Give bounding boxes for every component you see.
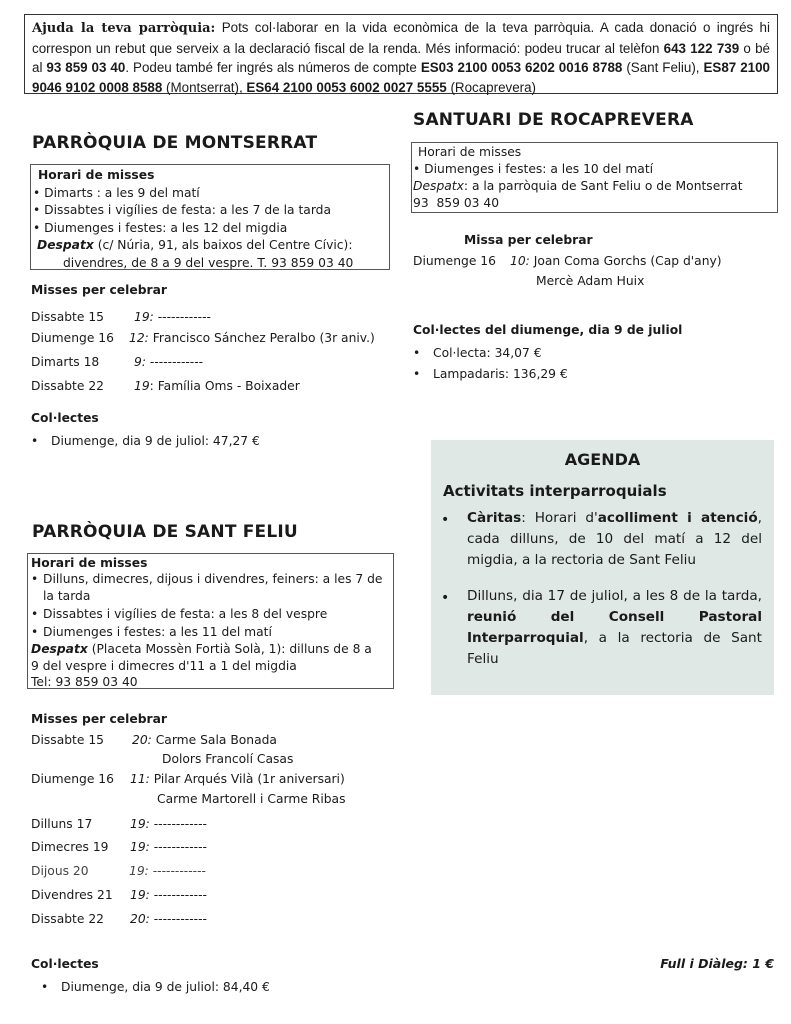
bullet-icon: • [413,346,421,360]
bullet-icon: • [441,590,450,606]
mass-intent: Pilar Arqués Vilà (1r aniversari) [149,772,345,786]
santfeliu-schedule-box [27,553,394,689]
office-phone: 93 859 03 40 [413,196,500,210]
mass-intent: ------------ [149,888,207,902]
iban-label: (Sant Feliu), [622,60,704,75]
mass-row [31,331,375,345]
mass-time: 19: [130,888,150,902]
mass-row [31,772,345,786]
agenda-subtitle: Activitats interparroquials [443,482,667,500]
banner-text: o bé al [32,40,770,75]
mass-row [31,355,203,369]
banner-phone-1: 643 122 739 [663,40,740,56]
mass-row [31,817,207,831]
agenda-panel [431,440,774,695]
mass-time: 9: [134,355,146,369]
bullet-icon: • [441,512,450,528]
mass-day: Dijous 20 [31,864,89,878]
mass-time: 19 [134,379,150,393]
mass-day: Dissabte 15 [31,733,104,747]
office-text: (Placeta Mossèn Fortià Solà, 1): dilluns de 8 a [87,642,372,657]
schedule-item: • Diumenges i festes: a les 12 del migdia [33,220,288,235]
schedule-item [31,624,390,640]
mass-row [31,379,300,393]
montserrat-schedule-box [30,164,390,270]
agenda-text: : Horari d' [521,510,598,526]
office-hours: 9 del vespre i dimecres d'11 a 1 del migdia [31,658,297,673]
schedule-title: Horari de misses [31,556,148,570]
collection-text: Lampadaris: 136,29 € [433,367,568,381]
schedule-text: Dissabtes i vigílies de festa: a les 8 del vespre [43,606,328,621]
mass-time: 20: [132,733,152,747]
mass-intent: Joan Coma Gorchs (Cap d'any) [529,254,722,268]
office-label: Despatx [413,179,464,193]
mass-row [31,840,207,854]
bullet-icon: • [41,980,49,994]
mass-row [31,888,207,902]
rocaprevera-title: SANTUARI DE ROCAPREVERA [413,110,694,130]
office-info [413,178,776,195]
collection-item [413,346,542,360]
banner-text: . Podeu també fer ingrés als números de compte [125,60,421,75]
office-phone: Tel: 93 859 03 40 [31,675,138,690]
schedule-item [31,606,390,622]
mass-time: 20: [130,912,150,926]
schedule-item: • Diumenges i festes: a les 10 del matí [413,162,654,176]
banner-text: Pots col·laborar en la vida econòmica de la teva parròquia. A cada donació o ingrés hi correspon un rebut que serveix a la declaració fiscal de la renda. Més informació: podeu trucar al telèfon [32,20,770,56]
mass-time: 19: [130,840,150,854]
santfeliu-collections-title: Col·lectes [31,957,99,971]
collection-text: Diumenge, dia 9 de juliol: 84,40 € [61,980,270,994]
agenda-item-consell [467,586,762,670]
mass-intent: ------------ [149,912,207,926]
agenda-item-caritas [467,508,762,571]
iban-label: (Montserrat), [162,79,247,95]
schedule-text: Dilluns, dimecres, dijous i divendres, feiners: a les 7 de [43,572,383,587]
price-note: Full i Diàleg: 1 € [660,956,774,971]
agenda-bold: reunió del Consell Pastoral Interparroquial [467,609,762,646]
office-label: Despatx [31,642,88,657]
rocaprevera-masses-title: Missa per celebrar [464,233,593,247]
office-hours: divendres, de 8 a 9 del vespre. T. 93 859 03 40 [63,255,354,270]
office-info [37,237,383,255]
donation-banner [24,14,778,94]
montserrat-title: PARRÒQUIA DE MONTSERRAT [32,133,318,153]
mass-intent-continued: Dolors Francolí Casas [162,752,294,766]
mass-time: 10: [510,254,530,268]
collection-text: Diumenge, dia 9 de juliol: 47,27 € [51,434,260,448]
mass-day: Divendres 21 [31,888,113,902]
mass-day: Diumenge 16 [413,254,496,268]
mass-intent: ------------ [153,310,211,324]
agenda-bold: Càritas [467,510,522,526]
mass-day: Dissabte 22 [31,379,104,393]
iban-sant-feliu: ES03 2100 0053 6202 0016 8788 [420,60,623,75]
rocaprevera-collections-title: Col·lectes del diumenge, dia 9 de juliol [413,323,683,337]
collection-item [41,980,270,994]
mass-time: 19: [134,310,154,324]
office-text: : a la parròquia de Sant Feliu o de Montserrat [463,179,743,193]
collection-text: Col·lecta: 34,07 € [433,346,542,360]
mass-day: Diumenge 16 [31,772,114,786]
banner-phone-2: 93 859 03 40 [46,60,126,75]
mass-intent: ------------ [149,817,207,831]
mass-row [31,733,277,747]
bullet-icon: • [31,572,39,587]
agenda-bold: acolliment i atenció [597,510,758,526]
mass-time: 11: [130,772,150,786]
mass-row [31,912,207,926]
office-label: Despatx [37,238,94,252]
mass-time: 19: [130,817,150,831]
mass-intent: Carme Sala Bonada [151,733,277,747]
montserrat-collections-title: Col·lectes [31,411,99,425]
mass-day: Diumenge 16 [31,331,114,345]
rocaprevera-schedule-box [411,142,778,213]
mass-intent-continued: Mercè Adam Huix [536,274,645,288]
agenda-text: , cada dilluns, de 10 del matí a 12 del migdia, a la rectoria de Sant Feliu [467,510,762,568]
mass-time: 12: [129,331,149,345]
agenda-text: Dilluns, dia 17 de juliol, a les 8 de la tarda, [467,588,762,604]
mass-intent: : Família Oms - Boixader [149,379,300,393]
schedule-title: Horari de misses [418,145,522,159]
schedule-item-continued: la tarda [43,588,91,603]
montserrat-masses-title: Misses per celebrar [31,283,167,297]
banner-lead: Ajuda la teva parròquia: [32,21,216,36]
schedule-title: Horari de misses [38,168,155,182]
schedule-item: • Dissabtes i vigílies de festa: a les 7 de la tarda [33,203,332,217]
collection-item [31,434,260,448]
mass-row [413,254,722,268]
bullet-icon: • [31,434,39,448]
mass-day: Dimecres 19 [31,840,109,854]
mass-day: Dimarts 18 [31,355,100,369]
mass-intent: Francisco Sánchez Peralbo (3r aniv.) [148,331,375,345]
schedule-item: • Dimarts : a les 9 del matí [33,185,200,200]
mass-intent: ------------ [145,355,204,369]
iban-montserrat: ES87 2100 9046 9102 0008 8588 [32,60,770,95]
santfeliu-masses-title: Misses per celebrar [31,712,167,726]
mass-day: Dissabte 15 [31,310,104,324]
bullet-icon: • [31,625,39,640]
bullet-icon: • [31,606,39,621]
mass-time: 19: [129,864,149,878]
mass-intent: ------------ [149,840,207,854]
mass-day: Dissabte 22 [31,912,104,926]
iban-rocaprevera: ES64 2100 0053 6002 0027 5555 [246,79,447,95]
schedule-item [31,571,390,587]
agenda-title: AGENDA [564,450,641,469]
schedule-text: Diumenges i festes: a les 11 del matí [43,625,272,640]
mass-intent: ------------ [148,864,206,878]
bullet-icon: • [413,367,421,381]
agenda-text: , a la rectoria de Sant Feliu [467,630,762,667]
mass-row [31,310,211,324]
office-text: (c/ Núria, 91, als baixos del Centre Cívic): [93,238,353,252]
santfeliu-title: PARRÒQUIA DE SANT FELIU [32,522,298,542]
collection-item [413,367,568,381]
office-info [31,641,390,657]
mass-day: Dilluns 17 [31,817,93,831]
mass-row [31,864,206,878]
iban-label: (Rocaprevera) [446,79,537,95]
mass-intent-continued: Carme Martorell i Carme Ribas [157,792,346,806]
